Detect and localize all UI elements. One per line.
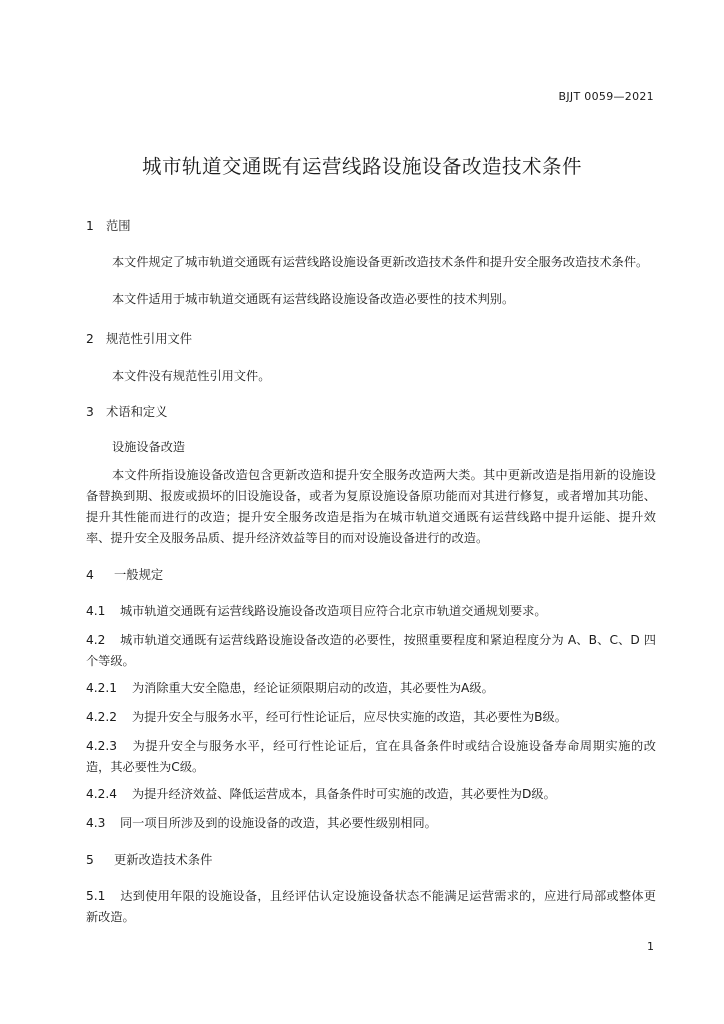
clause-4-1 xyxy=(86,601,656,622)
standard-code: BJJT 0059—2021 xyxy=(558,90,654,103)
section-title: 更新改造技术条件 xyxy=(114,853,213,867)
section-2-paragraph-1: 本文件没有规范性引用文件。 xyxy=(112,369,271,383)
term-heading: 设施设备改造 xyxy=(112,440,186,454)
clause-4-2 xyxy=(86,630,656,672)
document-title: 城市轨道交通既有运营线路设施设备改造技术条件 xyxy=(141,155,582,178)
clause-4-2-3 xyxy=(86,736,656,778)
clause-number: 4.2.4 xyxy=(86,787,118,801)
clause-5-1 xyxy=(86,886,656,928)
clause-number: 4.2.1 xyxy=(86,681,118,695)
section-title: 术语和定义 xyxy=(106,405,168,419)
section-4-heading xyxy=(86,565,656,586)
section-title: 范围 xyxy=(106,219,131,233)
clause-text: 为提升安全与服务水平，经可行性论证后，应尽快实施的改造，其必要性为B级。 xyxy=(132,710,567,724)
clause-number: 4.2.2 xyxy=(86,710,118,724)
clause-number: 4.1 xyxy=(86,604,106,618)
clause-text: 为提升安全与服务水平，经可行性论证后，宜在具备条件时或结合设施设备寿命周期实施的改造，其必要性为C级。 xyxy=(86,739,656,774)
clause-text: 城市轨道交通既有运营线路设施设备改造的必要性，按照重要程度和紧迫程度分为 A、B、C、D 四个等级。 xyxy=(86,633,656,668)
clause-text: 为提升经济效益、降低运营成本，具备条件时可实施的改造，其必要性为D级。 xyxy=(132,787,556,801)
clause-text: 为消除重大安全隐患，经论证须限期启动的改造，其必要性为A级。 xyxy=(132,681,494,695)
section-1-paragraph-2: 本文件适用于城市轨道交通既有运营线路设施设备改造必要性的技术判别。 xyxy=(112,292,515,306)
section-number: 1 xyxy=(86,219,94,233)
section-1-heading xyxy=(86,216,656,237)
clause-number: 4.2 xyxy=(86,633,106,647)
section-3-heading xyxy=(86,402,656,423)
clause-4-2-2 xyxy=(86,707,656,728)
clause-number: 4.2.3 xyxy=(86,739,118,753)
clause-text: 同一项目所涉及到的设施设备的改造，其必要性级别相同。 xyxy=(120,816,437,830)
section-1-paragraph-1: 本文件规定了城市轨道交通既有运营线路设施设备更新改造技术条件和提升安全服务改造技术条件。 xyxy=(112,255,649,269)
clause-number: 4.3 xyxy=(86,816,106,830)
section-title: 规范性引用文件 xyxy=(106,332,193,346)
clause-4-3 xyxy=(86,813,656,834)
section-2-heading xyxy=(86,329,656,350)
section-number: 3 xyxy=(86,405,94,419)
clause-4-2-4 xyxy=(86,784,656,805)
section-number: 2 xyxy=(86,332,94,346)
clause-text: 城市轨道交通既有运营线路设施设备改造项目应符合北京市轨道交通规划要求。 xyxy=(120,604,547,618)
page-number: 1 xyxy=(647,940,654,953)
section-title: 一般规定 xyxy=(114,568,164,582)
section-3-paragraph-1: 本文件所指设施设备改造包含更新改造和提升安全服务改造两大类。其中更新改造是指用新的设施设备替换到期、报废或损坏的旧设施设备，或者为复原设施设备原功能而对其进行修复，或者增加其功能、提升其性能而进行的改造；提升安全服务改造是指为在城市轨道交通既有运营线路中提升运能、提升效率、提升安全及服务品质、提升经济效益等目的而对设施设备进行的改造。 xyxy=(86,468,656,545)
clause-number: 5.1 xyxy=(86,889,106,903)
clause-4-2-1 xyxy=(86,678,656,699)
section-number: 5 xyxy=(86,853,94,867)
clause-text: 达到使用年限的设施设备，且经评估认定设施设备状态不能满足运营需求的，应进行局部或整体更新改造。 xyxy=(86,889,656,924)
section-number: 4 xyxy=(86,568,94,582)
section-5-heading xyxy=(86,850,656,871)
